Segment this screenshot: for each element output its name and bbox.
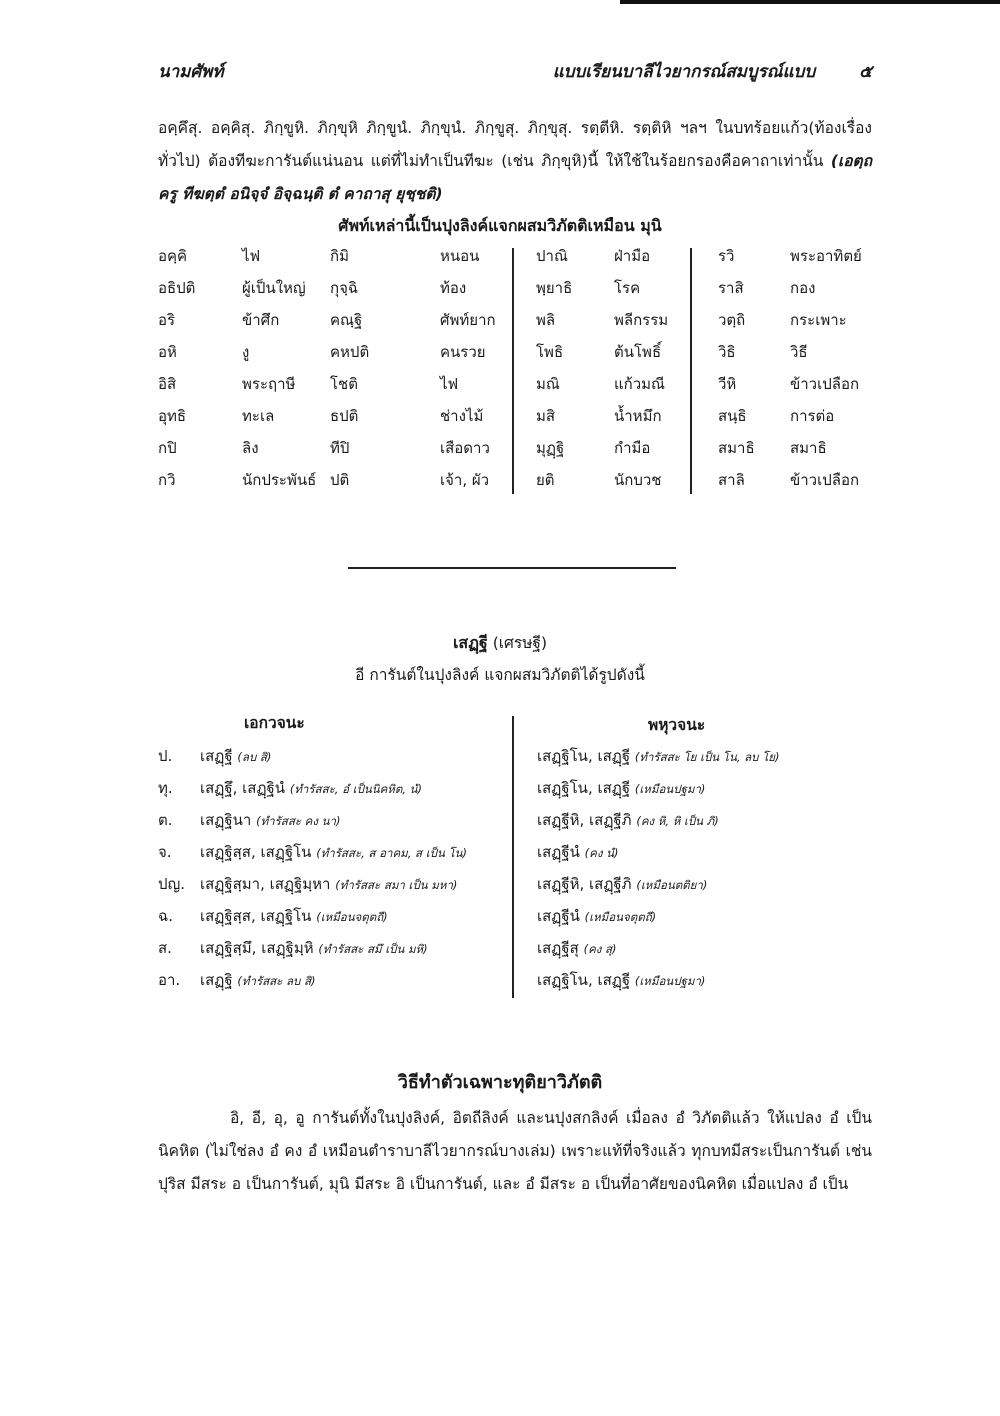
setthi-subtitle: อี การันต์ในปุงลิงค์ แจกผสมวิภัตติได้รูปดังนี้ — [355, 666, 645, 684]
vocab-pali-word: สนฺธิ — [718, 407, 747, 425]
singular-form: เสฏฺฐิสฺมา, เสฏฺฐิมฺหา — [200, 875, 331, 893]
vocab-thai-meaning: ทะเล — [242, 407, 275, 425]
vocab-thai-meaning: แก้วมณี — [614, 375, 665, 393]
section-divider — [348, 567, 676, 569]
plural-row — [537, 804, 877, 836]
intro-text: อคฺคึสุ. อคฺคิสุ. ภิกฺขูหิ. ภิกฺขุหิ ภิกฺขูนํ. ภิกฺขุนํ. ภิกฺขูสุ. ภิกฺขุสุ. รตฺตีหิ. รตฺติหิ ฯลฯ ในบทร้อยแก้ว(ท้องเรื่องทั่วไป) ต้องทีฆะการันต์แน่นอน แต่ที่ไม่ทำเป็นทีฆะ (เช่น ภิกฺขุหิ)นี้ ให้ใช้ในร้อยกรองคือคาถาเท่านั้น — [158, 119, 872, 170]
vocab-group-2-thai-column — [440, 240, 496, 496]
singular-row — [158, 964, 508, 996]
vocab-divider-2 — [690, 248, 692, 494]
singular-row — [158, 932, 508, 964]
plural-note: (เหมือนปฐมา) — [634, 782, 706, 796]
singular-label: เอกวจนะ — [244, 714, 305, 732]
plural-form: เสฏฺฐีหิ, เสฏฺฐีภิ — [537, 811, 632, 829]
plural-label: พหุวจนะ — [648, 716, 706, 734]
plural-row — [537, 836, 877, 868]
vocab-pali-word: วตฺถิ — [718, 311, 746, 329]
vocab-thai-meaning: โรค — [614, 279, 641, 297]
vocab-pali-word: โชติ — [330, 375, 358, 393]
vocab-pali-word: อธิปติ — [158, 279, 196, 297]
vocab-pali-word: วิธิ — [718, 343, 736, 361]
vocab-thai-meaning: พระฤาษี — [242, 375, 296, 393]
page-number: ๕ — [859, 62, 872, 82]
singular-form: เสฏฺฐี — [200, 747, 233, 765]
singular-note: (ลบ สิ) — [237, 750, 272, 764]
vocab-thai-meaning: ช่างไม้ — [440, 407, 484, 425]
plural-note: (คง นํ) — [584, 846, 619, 860]
plural-form: เสฏฺฐีนํ — [537, 907, 580, 925]
vocab-thai-meaning: พลีกรรม — [614, 311, 669, 329]
vocab-thai-meaning: ฝ่ามือ — [614, 247, 651, 265]
singular-form: เสฏฺฐึ, เสฏฺฐินํ — [200, 779, 286, 797]
singular-form-group — [200, 740, 271, 773]
singular-row — [158, 836, 508, 868]
singular-column — [158, 740, 508, 996]
vocab-pali-word: รวิ — [718, 247, 735, 265]
vocab-thai-meaning: ข้าวเปลือก — [790, 471, 860, 489]
declension-divider — [512, 716, 514, 998]
plural-form: เสฏฺฐีสุ — [537, 939, 579, 957]
vocab-group-1-pali-column — [158, 240, 195, 496]
case-abbreviation: ป. — [158, 747, 173, 765]
case-abbreviation: ทุ. — [158, 779, 173, 797]
vocab-pali-word: อริ — [158, 311, 176, 329]
vocab-pali-word: พฺยาธิ — [536, 279, 573, 297]
vocab-table — [158, 240, 872, 500]
vocab-group-3-thai-column — [614, 240, 668, 496]
vocab-pali-word: มณิ — [536, 375, 560, 393]
vocab-thai-meaning: ข้าวเปลือก — [790, 375, 860, 393]
vocab-thai-meaning: ท้อง — [440, 279, 467, 297]
singular-form-group — [200, 932, 428, 965]
vocab-pali-word: มสิ — [536, 407, 556, 425]
setthi-gloss: (เศรษฐี) — [492, 634, 548, 652]
vocab-pali-word: สาลิ — [718, 471, 745, 489]
vocab-thai-meaning: นักบวช — [614, 471, 662, 489]
intro-pali-quote: (เอตฺถ ครู ทีฆตฺตํ อนิจฺจํ อิจฺฉนฺติ ตํ คาถาสุ ยุชฺชติ) — [158, 152, 872, 203]
vocab-group-4-thai-column — [790, 240, 862, 496]
singular-form-group — [200, 900, 388, 933]
plural-note: (เหมือนตติยา) — [636, 878, 708, 892]
header-book-title — [553, 58, 872, 85]
singular-note: (ทำรัสสะ สมึ เป็น มหิ) — [318, 942, 428, 956]
singular-form: เสฏฺฐิ — [200, 971, 233, 989]
vocab-title: ศัพท์เหล่านี้เป็นปุงลิงค์แจกผสมวิภัตติเหมือน มุนิ — [338, 216, 662, 235]
singular-row — [158, 868, 508, 900]
vocab-thai-meaning: ผู้เป็นใหญ่ — [242, 279, 306, 297]
vocab-pali-word: กปิ — [158, 439, 177, 457]
vocab-thai-meaning: กระเพาะ — [790, 311, 847, 329]
vocab-thai-meaning: ลิง — [242, 439, 259, 457]
case-abbreviation: จ. — [158, 843, 172, 861]
vocab-thai-meaning: ข้าศึก — [242, 311, 280, 329]
vocab-pali-word: อุทธิ — [158, 407, 187, 425]
vocab-pali-word: อคฺคิ — [158, 247, 188, 265]
singular-form-group — [200, 804, 340, 837]
vocab-pali-word: กุจฺฉิ — [330, 279, 359, 297]
singular-form: เสฏฺฐินา — [200, 811, 252, 829]
vocab-group-3-pali-column — [536, 240, 572, 496]
singular-note: (ทำรัสสะ, ส อาคม, ส เป็น โน) — [316, 846, 468, 860]
plural-row — [537, 868, 877, 900]
setthi-title: เสฏฺฐี — [452, 633, 488, 652]
intro-paragraph — [158, 112, 872, 211]
case-abbreviation: ฉ. — [158, 907, 173, 925]
vocab-thai-meaning: เสือดาว — [440, 439, 490, 457]
case-abbreviation: ส. — [158, 939, 172, 957]
vocab-pali-word: ธปติ — [330, 407, 359, 425]
vocab-thai-meaning: น้ำหมึก — [614, 407, 662, 425]
vocab-pali-word: สมาธิ — [718, 439, 755, 457]
vocab-divider-1 — [512, 248, 514, 494]
plural-note: (คง หิ, หิ เป็น ภิ) — [636, 814, 719, 828]
singular-note: (เหมือนจตุตถี) — [316, 910, 388, 924]
vocab-thai-meaning: เจ้า, ผัว — [440, 471, 490, 489]
setthi-heading — [0, 630, 1000, 656]
plural-note: (คง สุ) — [583, 942, 617, 956]
vocab-pali-word: ปติ — [330, 471, 350, 489]
plural-form: เสฏฺฐีหิ, เสฏฺฐีภิ — [537, 875, 632, 893]
singular-form: เสฏฺฐิสฺส, เสฏฺฐิโน — [200, 907, 312, 925]
vocab-pali-word: อหิ — [158, 343, 177, 361]
vocab-pali-word: ยติ — [536, 471, 555, 489]
vocab-thai-meaning: กำมือ — [614, 439, 651, 457]
vocab-thai-meaning: คนรวย — [440, 343, 486, 361]
vocab-pali-word: ปาณิ — [536, 247, 568, 265]
vocab-pali-word: มุฏฺฐิ — [536, 439, 565, 457]
singular-row — [158, 900, 508, 932]
vocab-group-4-pali-column — [718, 240, 755, 496]
singular-form: เสฏฺฐิสฺมึ, เสฏฺฐิมฺหิ — [200, 939, 314, 957]
vocab-group-1-thai-column — [242, 240, 316, 496]
singular-form-group — [200, 868, 457, 901]
vocab-thai-meaning: การต่อ — [790, 407, 835, 425]
singular-form-group — [200, 836, 467, 869]
plural-row — [537, 964, 877, 996]
vocab-pali-word: อิสิ — [158, 375, 177, 393]
vocab-thai-meaning: พระอาทิตย์ — [790, 247, 862, 265]
singular-form: เสฏฺฐิสฺส, เสฏฺฐิโน — [200, 843, 312, 861]
plural-form: เสฏฺฐีนํ — [537, 843, 580, 861]
singular-note: (ทำรัสสะ ลบ สิ) — [237, 974, 316, 988]
case-abbreviation: อา. — [158, 971, 181, 989]
vocab-pali-word: คณฺฐิ — [330, 311, 363, 329]
vocab-group-2-pali-column — [330, 240, 369, 496]
vocab-pali-word: กวิ — [158, 471, 176, 489]
vocab-pali-word: ทีปิ — [330, 439, 350, 457]
vocab-thai-meaning: ไฟ — [242, 247, 261, 265]
singular-row — [158, 804, 508, 836]
singular-row — [158, 772, 508, 804]
vocab-pali-word: คหปติ — [330, 343, 370, 361]
vocab-pali-word: พลิ — [536, 311, 556, 329]
plural-row — [537, 900, 877, 932]
plural-form: เสฏฺฐิโน, เสฏฺฐี — [537, 779, 631, 797]
singular-note: (ทำรัสสะ, อํ เป็นนิคหิต, นํ) — [289, 782, 422, 796]
plural-column — [537, 740, 877, 996]
vocab-thai-meaning: ศัพท์ยาก — [440, 311, 496, 329]
vocab-thai-meaning: ต้นโพธิ์ — [614, 343, 662, 361]
vocab-pali-word: กิมิ — [330, 247, 349, 265]
header-book-title-text: แบบเรียนบาลีไวยากรณ์สมบูรณ์แบบ — [552, 62, 816, 82]
vocab-thai-meaning: ไฟ — [440, 375, 459, 393]
vocab-pali-word: วีหิ — [718, 375, 737, 393]
plural-form: เสฏฺฐิโน, เสฏฺฐี — [537, 747, 631, 765]
plural-row — [537, 932, 877, 964]
plural-note: (ทำรัสสะ โย เป็น โน, ลบ โย) — [634, 750, 780, 764]
top-edge-rule — [620, 0, 1000, 4]
section-paragraph: อิ, อี, อุ, อู การันต์ทั้งในปุงลิงค์, อิตถีลิงค์ และนปุงสกลิงค์ เมื่อลง อํ วิภัตติแล้ว ให้แปลง อํ เป็นนิคหิต (ไม่ใช่ลง อํ คง อํ เหมือนตำราบาลีไวยากรณ์บางเล่ม) เพราะแท้ที่จริงแล้ว ทุกบทมีสระเป็นการันต์ เช่น ปุริส มีสระ อ เป็นการันต์, มุนิ มีสระ อิ เป็นการันต์, และ อํ มีสระ อ เป็นที่อาศัยของนิคหิต เมื่อแปลง อํ เป็น — [158, 1109, 872, 1193]
plural-form: เสฏฺฐิโน, เสฏฺฐี — [537, 971, 631, 989]
plural-row — [537, 772, 877, 804]
singular-form-group — [200, 964, 316, 997]
plural-row — [537, 740, 877, 772]
case-abbreviation: ต. — [158, 811, 173, 829]
section-title: วิธีทำตัวเฉพาะทุติยาวิภัตติ — [397, 1072, 603, 1093]
header-chapter: นามศัพท์ — [158, 62, 224, 82]
singular-note: (ทำรัสสะ สมา เป็น มหา) — [335, 878, 458, 892]
plural-note: (เหมือนจตุตถี) — [584, 910, 657, 924]
vocab-thai-meaning: นักประพันธ์ — [242, 471, 317, 489]
singular-form-group — [200, 772, 422, 805]
vocab-thai-meaning: วิธี — [790, 343, 808, 361]
plural-note: (เหมือนปฐมา) — [634, 974, 706, 988]
vocab-thai-meaning: สมาธิ — [790, 439, 827, 457]
vocab-thai-meaning: งู — [242, 343, 250, 361]
vocab-pali-word: ราสิ — [718, 279, 744, 297]
singular-note: (ทำรัสสะ คง นา) — [256, 814, 341, 828]
vocab-pali-word: โพธิ — [536, 343, 564, 361]
vocab-thai-meaning: หนอน — [440, 247, 480, 265]
case-abbreviation: ปญ. — [158, 875, 186, 893]
vocab-thai-meaning: กอง — [790, 279, 816, 297]
singular-row — [158, 740, 508, 772]
